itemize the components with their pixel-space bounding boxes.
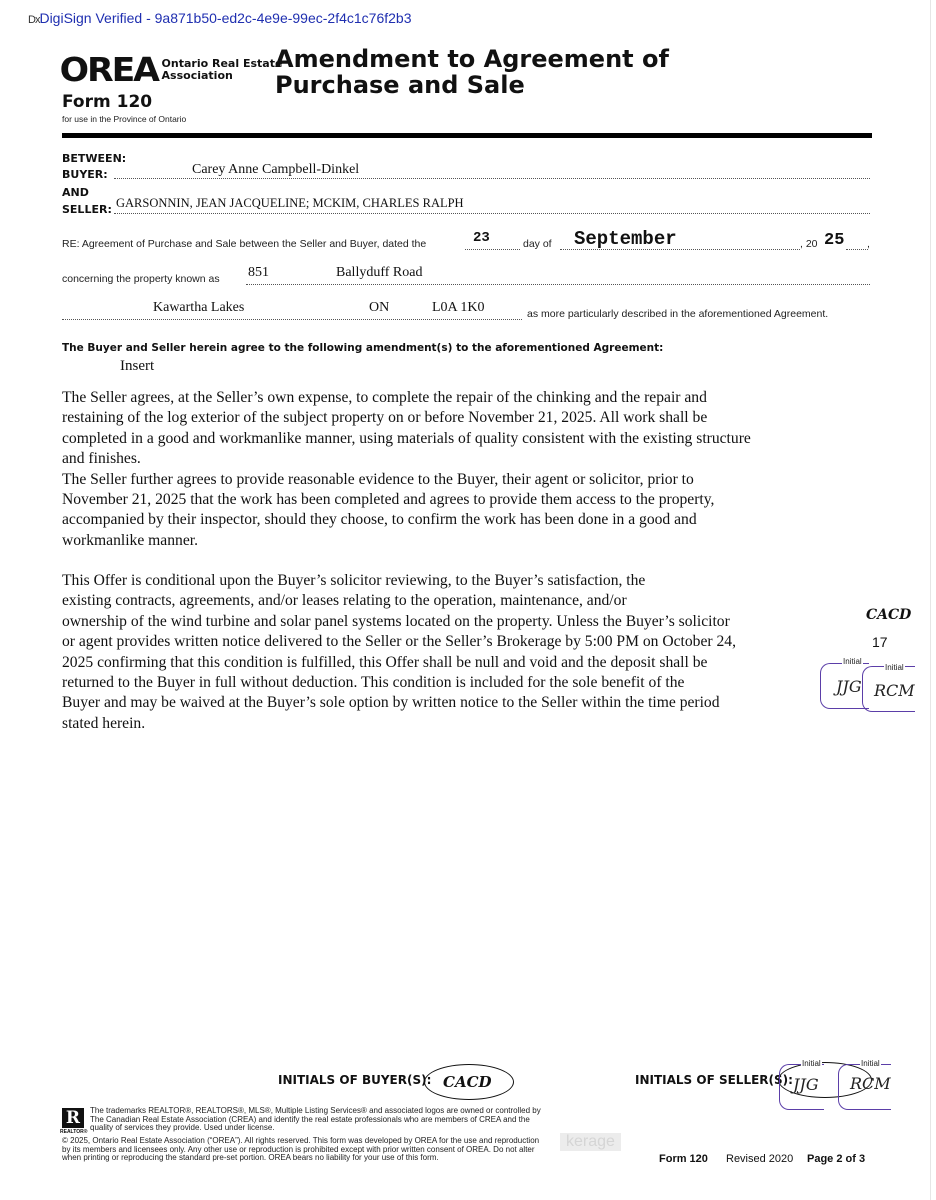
para2-line: Buyer and may be waived at the Buyer’s sole option by written notice to the Seller within the time period [62,694,720,712]
verification-prefix: Dx [28,14,40,26]
amendment-paragraph-2[interactable] [62,571,877,734]
form-number: Form 120 [62,92,153,112]
para2-line: or agent provides written notice delivered to the Seller or the Seller’s Brokerage by 5:00 PM on October 24, [62,633,736,651]
page-edge [930,0,931,1200]
seller-initial-tag-1: Initial [802,1059,821,1068]
trademark-notice [90,1107,541,1133]
seller-label: SELLER: [62,203,112,216]
amendment-heading: The Buyer and Seller herein agree to the following amendment(s) to the aforementioned Agreement: [62,342,664,354]
property-line [246,284,870,285]
day-of-text: day of [523,238,552,250]
para1-line: restaining of the log exterior of the subject property on or before November 21, 2025. All work shall be [62,409,708,427]
margin-seller-initials-2: RCM [874,681,915,700]
watermark: kerage [560,1133,621,1151]
para2-line: ownership of the wind turbine and solar panel systems located on the property. Unless the Buyer’s solicitor [62,612,730,630]
seller-field[interactable]: GARSONNIN, JEAN JACQUELINE; MCKIM, CHARLES RALPH [116,196,464,210]
copyright-line: when printing or reproducing the standard pre-set portion. OREA bears no liability for your use of this form. [62,1153,439,1163]
para1-line: accompanied by their inspector, should they choose, to confirm the work has been done in a good and [62,511,697,529]
verification-text: DigiSign Verified - 9a871b50-ed2c-4e9e-99ec-2f4c1c76f2b3 [39,10,412,26]
day-line [465,249,520,250]
legal-line: The trademarks REALTOR®, REALTORS®, MLS®, Multiple Listing Services® and associated logos are owned or controlled by [90,1106,541,1115]
para1-line: completed in a good and workmanlike manner, using materials of quality consistent with the existing structure [62,429,751,447]
para2-line: returned to the Buyer in full without deduction. This condition is included for the sole benefit of the [62,674,685,692]
property-label: concerning the property known as [62,273,220,285]
month-field[interactable]: September [574,228,677,250]
document-title [275,46,669,98]
para1-line: workmanlike manner. [62,531,198,549]
realtor-logo-icon: R [62,1108,84,1128]
margin-buyer-initials: CACD [866,607,912,623]
title-line-2: Purchase and Sale [275,71,525,99]
year-prefix: , 20 [800,238,818,250]
para1-line: November 21, 2025 that the work has been completed and agrees to provide them access to the property, [62,491,715,509]
and-label: AND [62,186,89,199]
form-subtitle: for use in the Province of Ontario [62,114,187,124]
assoc-line-2: Association [161,68,233,82]
orea-logo-association [162,58,283,82]
page-number: Page 2 of 3 [807,1153,866,1165]
seller-line [114,213,870,214]
para2-line: This Offer is conditional upon the Buyer’s solicitor reviewing, to the Buyer’s satisfaction, the [62,572,646,589]
seller-initials-2: RCM [850,1074,891,1093]
footer-form-label: Form 120 [659,1153,708,1165]
orea-logo-mark: OREA [59,50,158,89]
year-line [846,249,868,250]
legal-line: The Canadian Real Estate Association (CREA) and identify the real estate professionals who are members of CREA and the [90,1114,530,1124]
re-text: RE: Agreement of Purchase and Sale between the Seller and Buyer, dated the [62,238,427,250]
realtor-caption: REALTOR® [60,1129,88,1135]
copyright-notice [62,1137,539,1163]
year-suffix: , [867,238,870,250]
margin-corrected-date: 17 [872,634,888,650]
para1-line: The Seller further agrees to provide reasonable evidence to the Buyer, their agent or solicitor, prior to [62,470,694,488]
margin-initial-tag-2: Initial [885,663,904,672]
para1-line: The Seller agrees, at the Seller’s own expense, to complete the repair of the chinking and the repair and [62,389,707,406]
day-field[interactable]: 23 [473,230,490,246]
para1-line: and finishes. [62,450,141,468]
header-rule [62,133,872,138]
buyer-line [114,178,870,179]
property-city-field[interactable]: Kawartha Lakes [153,300,245,315]
property-trailing-text: as more particularly described in the aforementioned Agreement. [527,308,829,320]
insert-label: Insert [120,358,155,374]
digisign-verification [28,10,412,26]
buyer-initials-label: INITIALS OF BUYER(S): [278,1073,432,1087]
year-field[interactable]: 25 [824,231,845,250]
para2-line: stated herein. [62,714,146,732]
assoc-line-1: Ontario Real Estate [161,56,283,70]
buyer-field[interactable]: Carey Anne Campbell-Dinkel [192,162,360,177]
buyer-label: BUYER: [62,168,108,181]
legal-line: quality of services they provide. Used under license. [90,1123,275,1133]
copyright-line: by its members and licensees only. Any other use or reproduction is prohibited except with prior written consent of OREA. Do not alter [62,1144,535,1154]
margin-seller-initials-1: JJG [836,677,862,696]
copyright-line: © 2025, Ontario Real Estate Association (“OREA”). All rights reserved. This form was developed by OREA for the use and reproduction [62,1136,540,1145]
para2-line: existing contracts, agreements, and/or leases relating to the operation, maintenance, and/or [62,592,627,610]
property-postal-field[interactable]: L0A 1K0 [432,300,485,315]
seller-initials-1: JJG [793,1075,819,1094]
seller-initial-tag-2: Initial [861,1059,880,1068]
property-street-field[interactable]: Ballyduff Road [336,265,423,280]
para2-line: 2025 confirming that this condition is fulfilled, this Offer shall be null and void and the deposit shall be [62,653,708,671]
footer-revised: Revised 2020 [726,1153,794,1165]
between-label: BETWEEN: [62,152,127,165]
property-number-field[interactable]: 851 [248,265,269,280]
amendment-paragraph-1[interactable] [62,388,877,551]
property-province-field[interactable]: ON [369,300,390,315]
property-line-2 [62,319,522,320]
margin-initial-tag-1: Initial [843,657,862,666]
orea-logo [59,50,283,89]
buyer-initials: CACD [443,1073,492,1091]
title-line-1: Amendment to Agreement of [275,45,669,73]
seller-initials-label: INITIALS OF SELLER(S): [635,1073,793,1087]
